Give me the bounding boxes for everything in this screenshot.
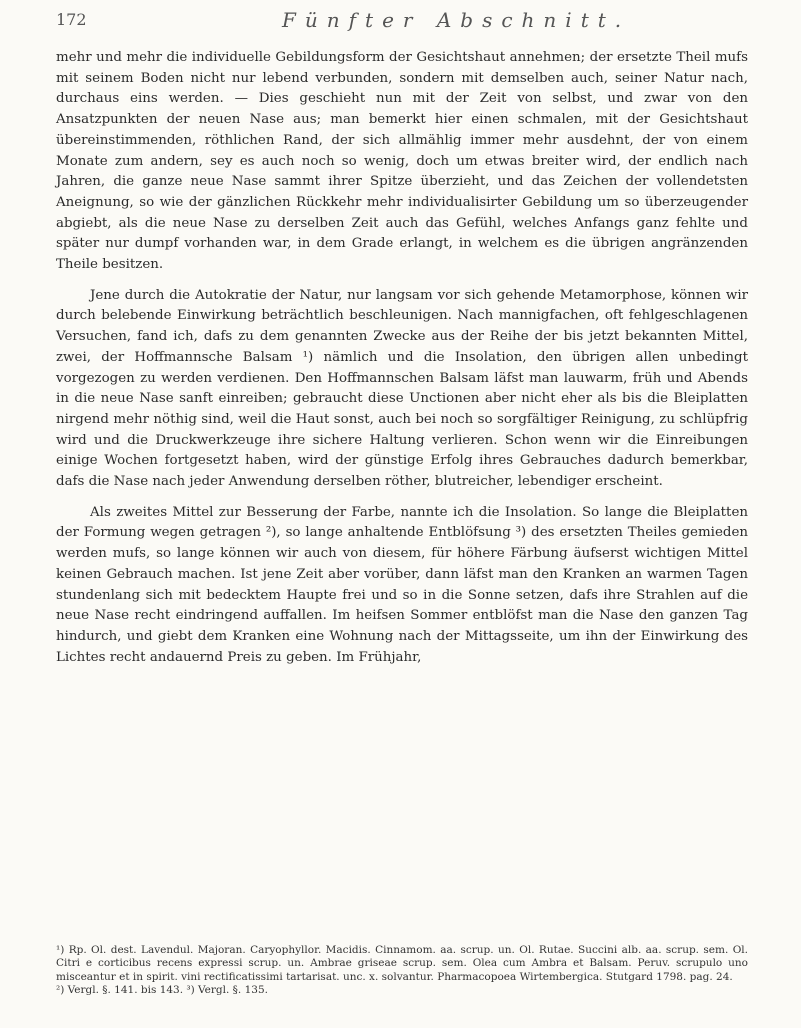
- paragraph-insolation: Als zweites Mittel zur Besserung der Farbe, nannte ich die Insolation. So lange die Bleiplatten der Formung wegen getragen ²), so lange anhaltende Entblöfsung ³) des ersetzten Theiles gemieden werden mufs, so lange können wir auch von diesem, für höhere Färbung äufserst wichtigen Mittel keinen Gebrauch machen. Ist jene Zeit aber vorüber, dann läfst man den Kranken an warmen Tagen stundenlang sich mit bedecktem Haupte frei und so in die Sonne setzen, dafs ihre Strahlen auf die neue Nase recht eindringend auffallen. Im heifsen Sommer entblöfst man die Nase den ganzen Tag hindurch, und giebt dem Kranken eine Wohnung nach der Mittagsseite, um ihn der Einwirkung des Lichtes recht andauernd Preis zu geben. Im Frühjahr,: [56, 504, 748, 665]
- paragraph-metamorphose: Jene durch die Autokratie der Natur, nur langsam vor sich gehende Metamorphose, können wir durch belebende Einwirkung beträchtlich beschleunigen. Nach mannigfachen, oft fehlgeschlagenen Versuchen, fand ich, dafs zu dem genannten Zwecke aus der Reihe der bis jetzt bekannten Mittel, zwei, der Hoffmannsche Balsam ¹) nämlich und die Insolation, den übrigen allen unbedingt vorgezogen zu werden verdienen. Den Hoffmannschen Balsam läfst man lauwarm, früh und Abends in die neue Nase sanft einreiben; gebraucht diese Unctionen aber nicht eher als bis die Bleiplatten nirgend mehr nöthig sind, weil die Haut sonst, auch bei noch so sorgfältiger Reinigung, zu schlüpfrig wird und die Druckwerkzeuge ihre sichere Haltung verlieren. Schon wenn wir die Einreibungen einige Wochen fortgesetzt haben, wird der günstige Erfolg ihres Gebrauches dadurch bemerkbar, dafs die Nase nach jeder Anwendung derselben röther, blutreicher, lebendiger erscheint.: [56, 287, 748, 490]
- footnote-2-3: ²) Vergl. §. 141. bis 143. ³) Vergl. §. 135.: [56, 984, 268, 997]
- page-header: [56, 6, 746, 36]
- running-head: Fünfter Abschnitt.: [282, 8, 631, 32]
- footnotes: [56, 944, 748, 998]
- page-number: 172: [56, 10, 87, 29]
- page-body: [56, 48, 748, 668]
- paragraph-continued: mehr und mehr die individuelle Gebildungsform der Gesichtshaut annehmen; der ersetzte Theil mufs mit seinem Boden nicht nur lebend verbunden, sondern mit demselben auch, seiner Natur nach, durchaus eins werden. — Dies geschieht nun mit der Zeit von selbst, und zwar von den Ansatzpunkten der neuen Nase aus; man bemerkt hier einen schmalen, mit der Gesichtshaut übereinstimmenden, röthlichen Rand, der sich allmählig immer mehr ausdehnt, der von einem Monate zum andern, sey es auch noch so wenig, doch um etwas breiter wird, der endlich nach Jahren, die ganze neue Nase sammt ihrer Spitze überzieht, und das Zeichen der vollendetsten Aneignung, so wie der gänzlichen Rückkehr mehr individualisirter Gebildung um so überzeugender abgiebt, als die neue Nase zu derselben Zeit auch das Gefühl, welches Anfangs ganz fehlte und später nur dumpf vorhanden war, in dem Grade erlangt, in welchem es die übrigen angränzenden Theile besitzen.: [56, 50, 748, 273]
- footnote-1: ¹) Rp. Ol. dest. Lavendul. Majoran. Caryophyllor. Macidis. Cinnamom. aa. scrup. un. Ol. Rutae. Succini alb. aa. scrup. sem. Ol. Citri e corticibus recens expressi scrup. un. Ambrae griseae scrup. sem. Olea cum Ambra et Balsam. Peruv. scrupulo uno misceantur et in spirit. vini rectificatissimi tartarisat. unc. x. solvantur. Pharmacopoea Wirtembergica. Stutgard 1798. pag. 24.: [56, 944, 748, 983]
